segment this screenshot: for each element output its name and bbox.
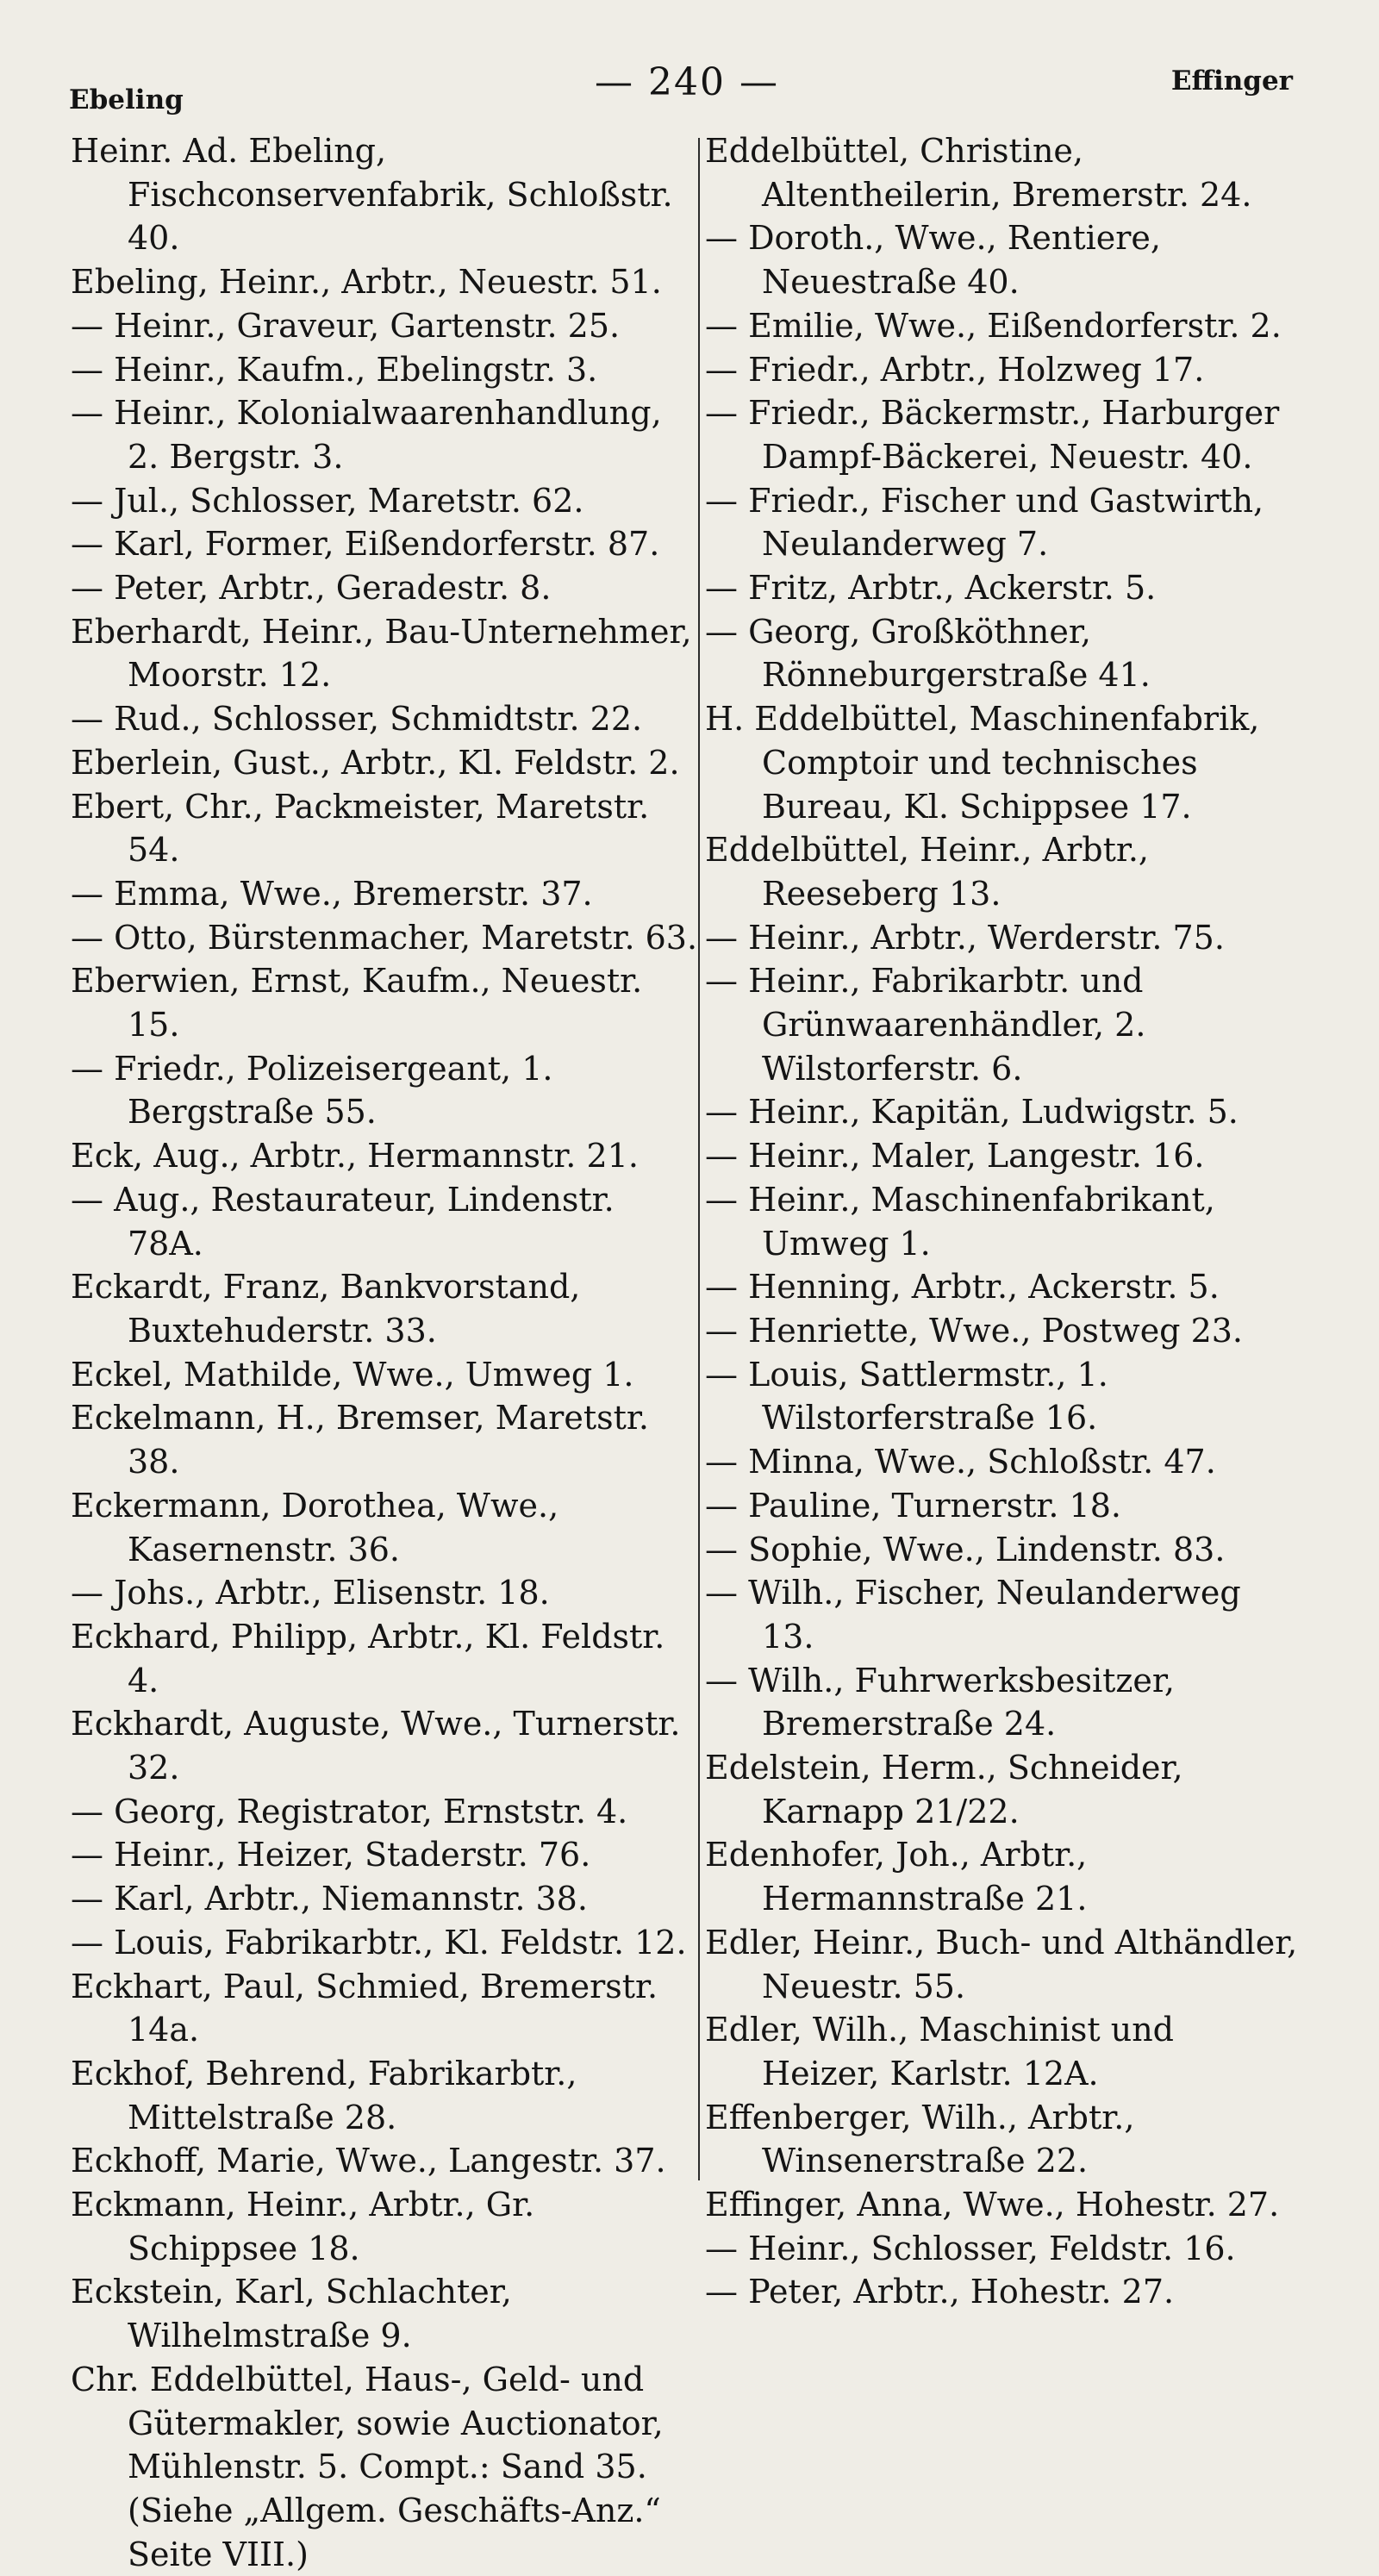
directory-entry: — Heinr., Heizer, Staderstr. 76. (71, 1836, 591, 1874)
directory-entry: Ebert, Chr., Packmeister, Maretstr. 54. (71, 787, 650, 870)
directory-entry: — Peter, Arbtr., Hohestr. 27. (705, 2273, 1175, 2311)
directory-entry: Eckhard, Philipp, Arbtr., Kl. Feldstr. 4. (71, 1617, 665, 1700)
directory-entry: — Heinr., Kapitän, Ludwigstr. 5. (705, 1093, 1239, 1132)
directory-entry: — Henriette, Wwe., Postweg 23. (705, 1311, 1244, 1350)
directory-entry: Eckhart, Paul, Schmied, Bremerstr. 14a. (71, 1967, 658, 2049)
directory-entry: Edler, Heinr., Buch- und Althändler, Neuestr. 55. (705, 1923, 1298, 2005)
directory-entry: — Friedr., Arbtr., Holzweg 17. (705, 350, 1205, 389)
directory-entry: — Fritz, Arbtr., Ackerstr. 5. (705, 569, 1157, 608)
directory-entry: Chr. Eddelbüttel, Haus-, Geld- und Gütermakler, sowie Auctionator, Mühlenstr. 5. Compt.: Sand 35. (Siehe „Allgem. Geschäfts-Anz.“ Seite VIII.) (71, 2360, 664, 2573)
directory-entry: — Wilh., Fischer, Neulanderweg 13. (705, 1574, 1241, 1656)
directory-entry: — Georg, Registrator, Ernststr. 4. (71, 1792, 628, 1831)
directory-entry: — Heinr., Graveur, Gartenstr. 25. (71, 306, 621, 345)
directory-entry: — Karl, Former, Eißendorferstr. 87. (71, 525, 660, 564)
directory-entry: Effenberger, Wilh., Arbtr., Winsenerstraße 22. (705, 2098, 1135, 2180)
directory-entry: — Peter, Arbtr., Geradestr. 8. (71, 569, 552, 608)
left-column (71, 129, 700, 2576)
directory-entry: — Pauline, Turnerstr. 18. (705, 1486, 1121, 1525)
directory-entry: Eckelmann, H., Bremser, Maretstr. 38. (71, 1399, 649, 1481)
directory-entry: — Karl, Arbtr., Niemannstr. 38. (71, 1880, 588, 1918)
directory-entry: — Henning, Arbtr., Ackerstr. 5. (705, 1268, 1220, 1307)
running-head-right: Effinger (1170, 65, 1293, 97)
directory-entry: Edler, Wilh., Maschinist und Heizer, Karlstr. 12A. (705, 2011, 1174, 2093)
directory-entry: — Friedr., Fischer und Gastwirth, Neulanderweg 7. (705, 481, 1264, 564)
directory-entry: Eddelbüttel, Christine, Altentheilerin, Bremerstr. 24. (705, 132, 1252, 214)
directory-entry: — Heinr., Schlosser, Feldstr. 16. (705, 2229, 1236, 2267)
directory-entry: Effinger, Anna, Wwe., Hohestr. 27. (705, 2186, 1280, 2224)
directory-entry: — Emma, Wwe., Bremerstr. 37. (71, 874, 593, 913)
directory-entry: — Heinr., Maler, Langestr. 16. (705, 1137, 1205, 1176)
directory-entry: — Louis, Fabrikarbtr., Kl. Feldstr. 12. (71, 1923, 687, 1962)
directory-entry: — Aug., Restaurateur, Lindenstr. 78A. (71, 1180, 615, 1263)
directory-entry: Heinr. Ad. Ebeling, Fischconservenfabrik, Schloßstr. 40. (71, 132, 673, 258)
right-column (705, 129, 1300, 2314)
directory-entry: Eck, Aug., Arbtr., Hermannstr. 21. (71, 1137, 639, 1176)
directory-entry: — Friedr., Polizeisergeant, 1. Bergstraße 55. (71, 1049, 553, 1132)
running-head-left: Ebeling (69, 84, 184, 115)
directory-entry: H. Eddelbüttel, Maschinenfabrik, Comptoir und technisches Bureau, Kl. Schippsee 17. (705, 700, 1260, 826)
directory-entry: Eberwien, Ernst, Kaufm., Neuestr. 15. (71, 962, 643, 1045)
column-divider (698, 138, 700, 2180)
directory-entry: — Sophie, Wwe., Lindenstr. 83. (705, 1530, 1226, 1569)
directory-entry: Eberlein, Gust., Arbtr., Kl. Feldstr. 2. (71, 743, 680, 782)
directory-entry: Eddelbüttel, Heinr., Arbtr., Reeseberg 13. (705, 831, 1150, 913)
directory-entry: — Heinr., Arbtr., Werderstr. 75. (705, 918, 1225, 957)
directory-entry: — Heinr., Kolonialwaarenhandlung, 2. Bergstr. 3. (71, 394, 662, 476)
directory-entry: — Friedr., Bäckermstr., Harburger Dampf-Bäckerei, Neuestr. 40. (705, 394, 1280, 476)
directory-entry: Edenhofer, Joh., Arbtr., Hermannstraße 21. (705, 1836, 1088, 1918)
directory-entry: — Emilie, Wwe., Eißendorferstr. 2. (705, 306, 1282, 345)
directory-entry: Eckmann, Heinr., Arbtr., Gr. Schippsee 18. (71, 2186, 535, 2267)
directory-entry: — Heinr., Kaufm., Ebelingstr. 3. (71, 350, 598, 389)
directory-entry: — Louis, Sattlermstr., 1. Wilstorferstraße 16. (705, 1355, 1108, 1438)
directory-entry: Eberhardt, Heinr., Bau-Unternehmer, Moorstr. 12. (71, 612, 692, 695)
page-header (0, 53, 1379, 114)
directory-entry: — Georg, Großköthner, Rönneburgerstraße 41. (705, 612, 1151, 695)
directory-entry: — Heinr., Fabrikarbtr. und Grünwaarenhändler, 2. Wilstorferstr. 6. (705, 962, 1146, 1088)
directory-entry: Edelstein, Herm., Schneider, Karnapp 21/22. (705, 1749, 1183, 1831)
directory-entry: — Wilh., Fuhrwerksbesitzer, Bremerstraße 24. (705, 1661, 1175, 1743)
directory-entry: — Jul., Schlosser, Maretstr. 62. (71, 481, 584, 520)
directory-entry: Eckermann, Dorothea, Wwe., Kasernenstr. 36. (71, 1486, 559, 1569)
directory-entry: — Heinr., Maschinenfabrikant, Umweg 1. (705, 1180, 1215, 1263)
page-number: — 240 — (595, 60, 779, 104)
directory-entry: — Rud., Schlosser, Schmidtstr. 22. (71, 700, 643, 739)
directory-entry: Eckhof, Behrend, Fabrikarbtr., Mittelstraße 28. (71, 2054, 577, 2136)
directory-entry: — Doroth., Wwe., Rentiere, Neuestraße 40. (705, 219, 1161, 302)
directory-entry: — Otto, Bürstenmacher, Maretstr. 63. (71, 918, 698, 957)
directory-entry: Eckstein, Karl, Schlachter, Wilhelmstraße 9. (71, 2273, 512, 2355)
directory-entry: Eckhoff, Marie, Wwe., Langestr. 37. (71, 2142, 666, 2180)
directory-entry: Eckardt, Franz, Bankvorstand, Buxtehuderstr. 33. (71, 1268, 581, 1350)
directory-entry: Eckhardt, Auguste, Wwe., Turnerstr. 32. (71, 1705, 681, 1787)
directory-entry: — Minna, Wwe., Schloßstr. 47. (705, 1443, 1216, 1481)
directory-entry: — Johs., Arbtr., Elisenstr. 18. (71, 1574, 550, 1612)
directory-entry: Eckel, Mathilde, Wwe., Umweg 1. (71, 1355, 634, 1394)
directory-entry: Ebeling, Heinr., Arbtr., Neuestr. 51. (71, 263, 662, 302)
